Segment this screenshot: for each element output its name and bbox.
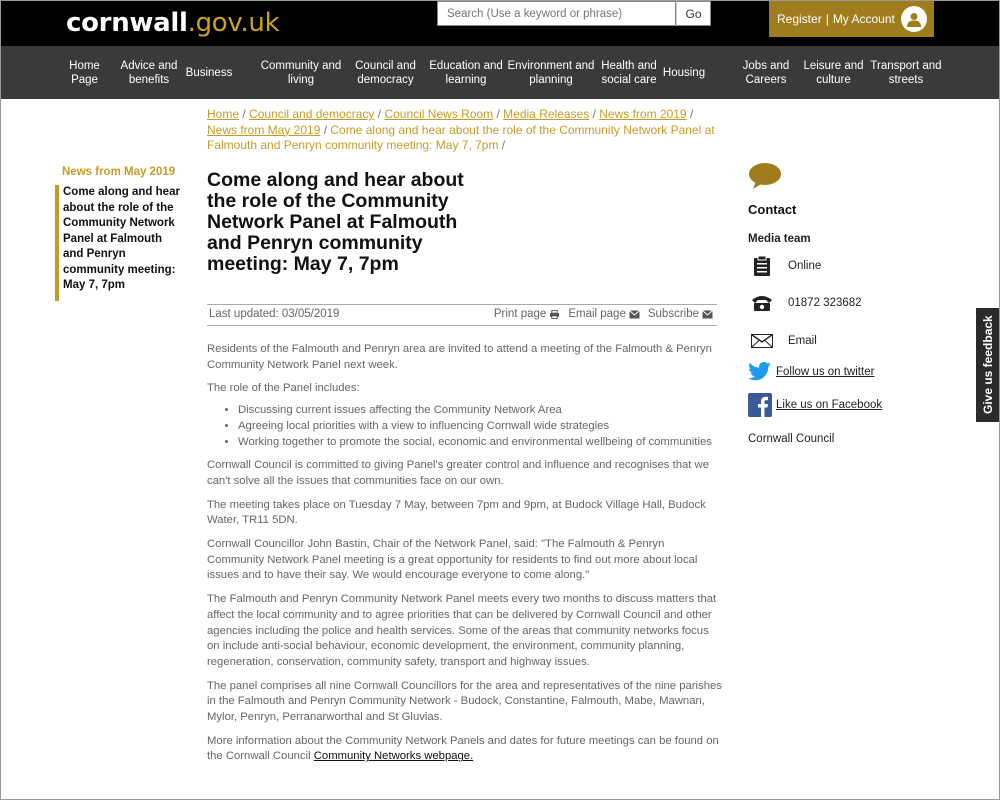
breadcrumb-news-room[interactable]: Council News Room [384,107,494,121]
search-input[interactable] [437,1,676,26]
breadcrumb-news-2019[interactable]: News from 2019 [599,107,687,121]
sidebar-current-link[interactable]: Come along and hear about the role of the Community Network Panel at Falmouth and Penryn community meeting: May 7, 7pm [55,185,180,301]
article-paragraph: The role of the Panel includes: [207,382,360,395]
contact-twitter[interactable] [748,360,874,384]
contact-facebook[interactable] [748,393,882,417]
printer-icon [549,310,560,319]
my-account-link[interactable]: My Account [832,12,895,26]
page-title: Come along and hear about the role of the Community Network Panel at Falmouth and Penryn community meeting: May 7, 7pm [207,169,464,275]
clipboard-icon [748,254,776,278]
breadcrumb-current: Come along and hear about the role of the Community Network Panel at Falmouth and Penryn community meeting: May 7, 7pm [207,122,715,152]
article-paragraph-more-info [207,734,722,765]
list-item: • Agreeing local priorities with a view to influencing Cornwall wide strategies [238,419,722,435]
contact-phone[interactable] [748,291,862,315]
panel-role-list [238,403,722,450]
nav-health-social-care[interactable]: Health and social care [601,59,657,86]
envelope-icon [629,310,640,319]
breadcrumb-news-may-2019[interactable]: News from May 2019 [207,122,321,137]
more-info-text: More information about the Community Network Panels and dates for future meetings can be found on the Cornwall Council [207,734,719,763]
contact-email-label: Email [788,335,817,347]
search-go-button[interactable]: Go [676,1,711,26]
logo-domain: .gov.uk [187,8,280,38]
contact-online-label: Online [788,260,822,272]
article-paragraph: Residents of the Falmouth and Penryn area are invited to attend a meeting of the Falmouth & Penryn Community Network Panel next week. [207,343,712,371]
facebook-link[interactable]: Like us on Facebook [776,399,883,411]
breadcrumb-home[interactable]: Home [207,107,240,121]
nav-environment-planning[interactable]: Environment and planning [507,59,595,86]
facebook-icon [748,393,776,417]
twitter-icon [748,360,776,384]
article-paragraph: Cornwall Councillor John Bastin, Chair of the Network Panel, said: "The Falmouth & Penryn Community Network Panel meeting is a great opportunity for residents to find out more about local issues and to have their say. We would encourage everyone to come along." [207,538,698,582]
nav-business[interactable]: Business [185,66,233,79]
email-page-link[interactable] [568,308,640,320]
nav-council-democracy[interactable]: Council and democracy [355,59,416,86]
register-link[interactable]: Register [777,12,822,26]
nav-advice-benefits[interactable]: Advice and benefits [120,59,178,86]
nav-leisure-culture[interactable]: Leisure and culture [803,59,864,86]
contact-phone-number: 01872 323682 [788,297,862,309]
speech-bubble-icon [748,162,782,190]
account-box [769,1,934,37]
telephone-icon [748,291,776,315]
last-updated: Last updated: 03/05/2019 [209,308,340,320]
print-page-label: Print page [493,308,547,320]
sidebar-section-title[interactable]: News from May 2019 [62,166,176,178]
article-paragraph: Cornwall Council is committed to giving Panel's greater control and influence and recognises that we can't solve all the issues that communities face on our own. [207,459,709,487]
nav-housing[interactable]: Housing [662,66,706,79]
subscribe-label: Subscribe [647,308,699,320]
article-paragraph: The Falmouth and Penryn Community Network Panel meets every two months to discuss matters that affect the local community and to agree priorities that can be delivered by Cornwall Council and other agencies including the police and health services. Some of the areas that community networks focus on include anti-social behaviour, economic development, the environment, community planning, regeneration, conservation, community safety, transport and highway issues. [207,593,717,668]
search-bar [437,1,711,26]
email-page-label: Email page [568,308,626,320]
account-separator: | [825,12,829,26]
logo-main: cornwall [66,8,188,38]
email-icon [748,329,776,353]
media-team-heading: Media team [748,233,811,245]
community-networks-link[interactable]: Community Networks webpage. [313,750,474,763]
main-nav [0,46,1000,99]
list-item: • Discussing current issues affecting the Community Network Area [238,403,722,419]
nav-community-living[interactable]: Community and living [260,59,342,86]
nav-jobs-careers[interactable]: Jobs and Careers [742,59,790,86]
contact-email[interactable] [748,329,817,353]
contact-org: Cornwall Council [748,433,835,445]
site-logo[interactable] [66,8,279,38]
print-page-link[interactable] [494,308,560,320]
subscribe-envelope-icon [702,310,713,319]
twitter-link[interactable]: Follow us on twitter [776,366,875,378]
breadcrumb-council-democracy[interactable]: Council and democracy [249,107,375,121]
contact-heading: Contact [748,202,797,217]
breadcrumb-media-releases[interactable]: Media Releases [503,107,590,121]
nav-education-learning[interactable]: Education and learning [429,59,503,86]
page-tools [494,308,713,320]
nav-transport-streets[interactable]: Transport and streets [870,59,942,86]
give-feedback-tab[interactable]: Give us feedback [976,308,1000,422]
article-meta-bar [207,304,717,326]
article-body [207,342,722,773]
subscribe-link[interactable] [648,308,713,320]
user-icon[interactable] [901,6,927,32]
breadcrumb: Home / Council and democracy / Council News Room / Media Releases / News from 2019 / News from May 2019 / Come along and hear about the role of the Community Network Panel at Falmouth and Penryn community meeting: May 7, 7pm / [207,107,715,152]
nav-home-page[interactable]: Home Page [69,59,100,86]
article-paragraph: The panel comprises all nine Cornwall Councillors for the area and representatives of the nine parishes in the Falmouth and Penryn Community Network - Budock, Constantine, Falmouth, Mabe, Mawnan, Mylor, Penryn, Perranarworthal and St Gluvias. [207,679,722,724]
list-item: • Working together to promote the social, economic and environmental wellbeing of communities [238,435,722,451]
site-header [0,0,1000,46]
contact-online[interactable] [748,254,821,278]
article-paragraph: The meeting takes place on Tuesday 7 May, between 7pm and 9pm, at Budock Village Hall, Budock Water, TR11 5DN. [207,498,706,527]
